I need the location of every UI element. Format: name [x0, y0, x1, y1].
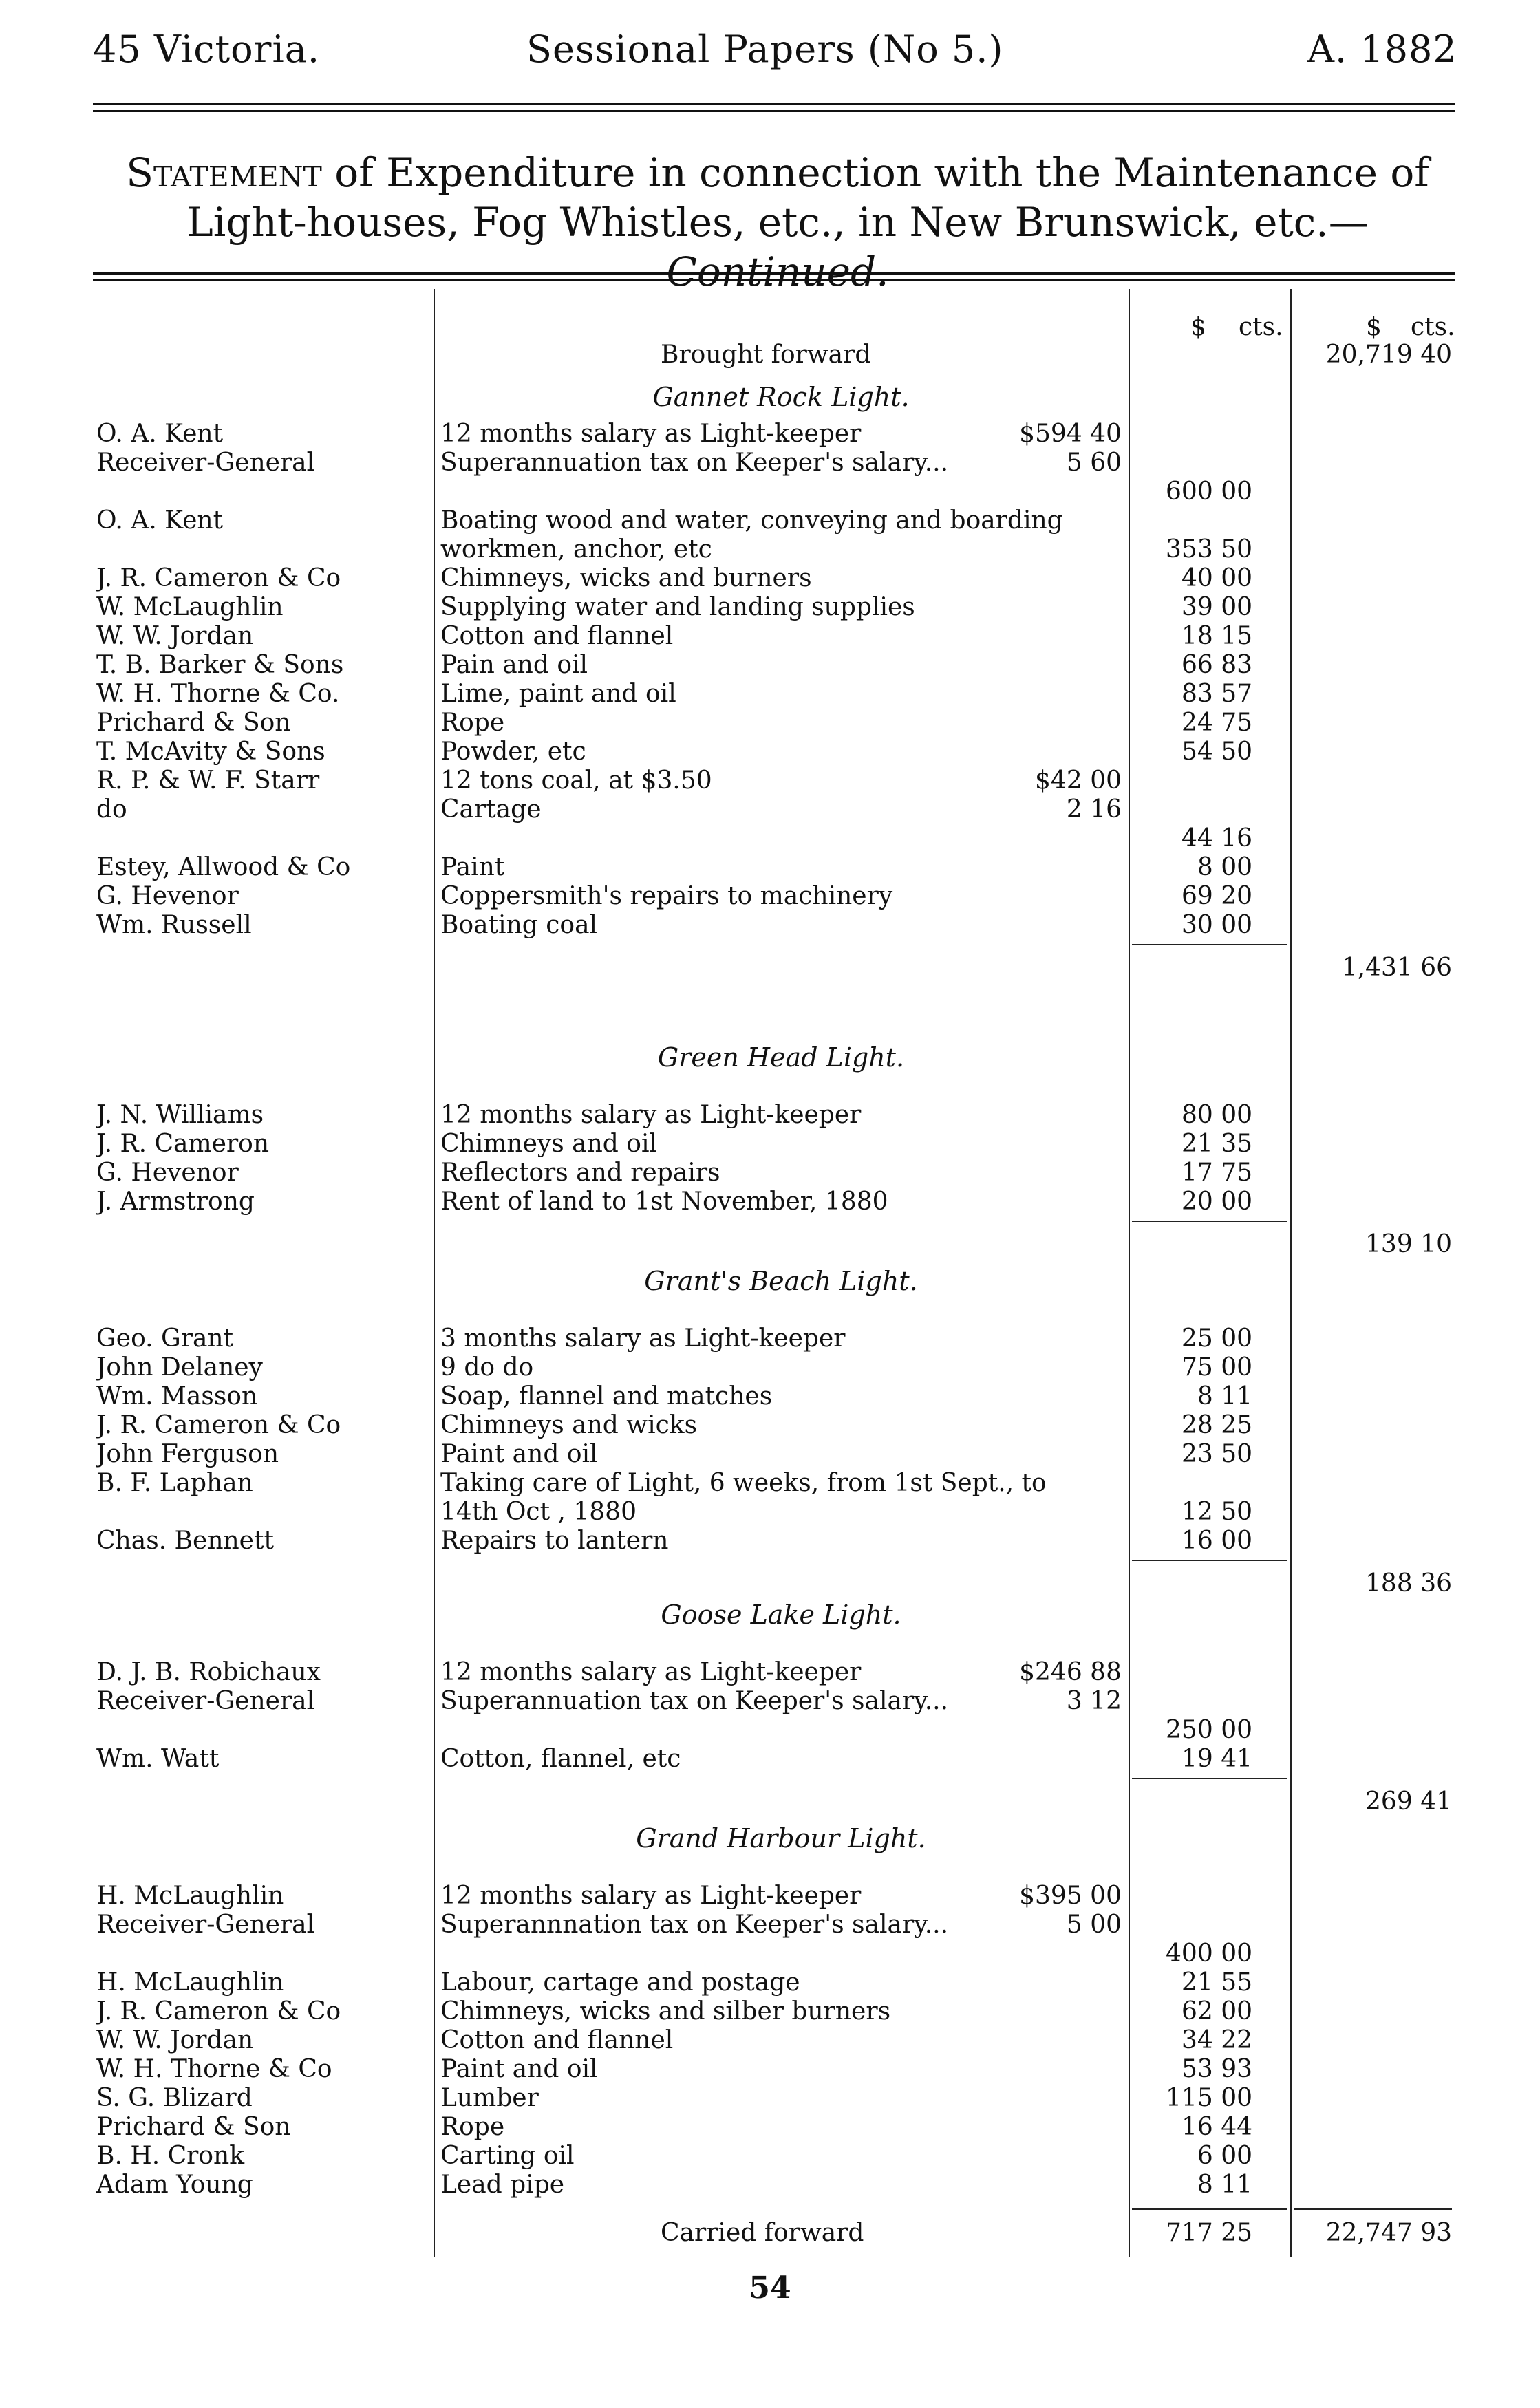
payee-name: B. F. Laphan	[96, 1469, 253, 1497]
payee-name: Prichard & Son	[96, 709, 291, 737]
item-description: Cotton, flannel, etc	[440, 1745, 681, 1773]
item-amount: 21 35	[1181, 1130, 1252, 1158]
payee-name: H. McLaughlin	[96, 1968, 284, 1997]
item-amount: 62 00	[1181, 1997, 1252, 2025]
section-total-rule	[1132, 1221, 1287, 1222]
item-description: 14th Oct , 1880	[440, 1498, 637, 1526]
payee-name: Estey, Allwood & Co	[96, 853, 351, 881]
item-amount: 18 15	[1181, 622, 1252, 650]
item-amount: 353 50	[1166, 535, 1252, 563]
col-dollar-2: $	[1366, 313, 1382, 341]
inner-amount: $594 40	[1019, 420, 1122, 448]
payee-name: do	[96, 795, 127, 824]
inner-amount: $395 00	[1019, 1882, 1122, 1910]
title-tail: Continued.	[666, 248, 889, 295]
item-description: Cartage	[440, 795, 542, 824]
item-amount: 53 93	[1181, 2055, 1252, 2083]
inner-amount: 5 60	[1066, 449, 1122, 477]
item-description: 12 tons coal, at $3.50	[440, 766, 712, 795]
item-description: Coppersmith's repairs to machinery	[440, 882, 893, 910]
item-description: Repairs to lantern	[440, 1527, 669, 1555]
payee-name: H. McLaughlin	[96, 1882, 284, 1910]
header-rule-2	[93, 110, 1455, 112]
item-amount: 600 00	[1166, 477, 1252, 506]
item-amount: 8 00	[1197, 853, 1252, 881]
item-amount: 115 00	[1166, 2084, 1252, 2112]
item-description: 12 months salary as Light-keeper	[440, 1882, 862, 1910]
green-heading: Green Head Light.	[657, 1042, 905, 1073]
payee-name: J. N. Williams	[96, 1101, 264, 1129]
payee-name: B. H. Cronk	[96, 2142, 245, 2170]
item-description: Powder, etc	[440, 738, 586, 766]
section-total-rule	[1132, 1560, 1287, 1561]
item-amount: 40 00	[1181, 564, 1252, 592]
item-amount: 39 00	[1181, 593, 1252, 621]
gannet-heading: Gannet Rock Light.	[652, 382, 910, 412]
page-number: 54	[749, 2270, 791, 2305]
payee-name: Wm. Masson	[96, 1382, 258, 1410]
payee-name: John Delaney	[96, 1353, 263, 1382]
col-rule-amount	[1290, 289, 1292, 2257]
payee-name: T. B. Barker & Sons	[96, 651, 344, 679]
payee-name: John Ferguson	[96, 1440, 279, 1468]
item-description: Boating wood and water, conveying and boarding	[440, 506, 1063, 535]
item-description: 12 months salary as Light-keeper	[440, 420, 862, 448]
payee-name: J. R. Cameron & Co	[96, 1411, 341, 1439]
table-top-rule	[93, 272, 1455, 275]
payee-name: Chas. Bennett	[96, 1527, 274, 1555]
item-description: Lead pipe	[440, 2171, 565, 2199]
col-dollar-1: $	[1190, 313, 1206, 341]
item-amount: 20 00	[1181, 1187, 1252, 1216]
item-description: Reflectors and repairs	[440, 1159, 720, 1187]
item-amount: 6 00	[1197, 2142, 1252, 2170]
item-amount: 8 11	[1197, 1382, 1252, 1410]
inner-amount: $42 00	[1035, 766, 1122, 795]
col-cents-1: cts.	[1239, 313, 1283, 341]
item-amount: 16 44	[1181, 2113, 1252, 2141]
section-total-rule	[1132, 944, 1287, 945]
col-cents-2: cts.	[1411, 313, 1455, 341]
payee-name: Receiver-General	[96, 1687, 315, 1715]
item-amount: 21 55	[1181, 1968, 1252, 1997]
item-amount: 17 75	[1181, 1159, 1252, 1187]
item-description: Chimneys and wicks	[440, 1411, 698, 1439]
item-amount: 25 00	[1181, 1324, 1252, 1353]
payee-name: J. R. Cameron & Co	[96, 564, 341, 592]
item-amount: 69 20	[1181, 882, 1252, 910]
header-year: A. 1882	[1307, 28, 1457, 71]
payee-name: Prichard & Son	[96, 2113, 291, 2141]
item-description: Paint	[440, 853, 505, 881]
payee-name: Wm. Russell	[96, 911, 252, 939]
item-description: Chimneys, wicks and burners	[440, 564, 812, 592]
item-description: Carting oil	[440, 2142, 575, 2170]
item-description: workmen, anchor, etc	[440, 535, 712, 563]
item-amount: 30 00	[1181, 911, 1252, 939]
item-description: Superannnation tax on Keeper's salary...	[440, 1911, 949, 1939]
item-description: Supplying water and landing supplies	[440, 593, 915, 621]
brought-forward-total: 20,719 40	[1325, 341, 1452, 369]
payee-name: Geo. Grant	[96, 1324, 234, 1353]
payee-name: Wm. Watt	[96, 1745, 220, 1773]
payee-name: S. G. Blizard	[96, 2084, 253, 2112]
item-description: Cotton and flannel	[440, 622, 674, 650]
carried-forward-total: 22,747 93	[1325, 2219, 1452, 2247]
inner-amount: 5 00	[1066, 1911, 1122, 1939]
item-description: Superannuation tax on Keeper's salary...	[440, 1687, 949, 1715]
item-description: Chimneys, wicks and silber burners	[440, 1997, 891, 2025]
item-description: 12 months salary as Light-keeper	[440, 1101, 862, 1129]
item-description: Paint and oil	[440, 2055, 598, 2083]
carried-forward-label: Carried forward	[661, 2219, 864, 2247]
item-amount: 44 16	[1181, 824, 1252, 852]
item-amount: 400 00	[1166, 1939, 1252, 1968]
header-session: 45 Victoria.	[93, 28, 321, 71]
payee-name: R. P. & W. F. Starr	[96, 766, 320, 795]
item-amount: 66 83	[1181, 651, 1252, 679]
item-description: Paint and oil	[440, 1440, 598, 1468]
item-description: Lumber	[440, 2084, 539, 2112]
inner-amount: 3 12	[1066, 1687, 1122, 1715]
payee-name: Adam Young	[96, 2171, 253, 2199]
title-text: of Expenditure in connection with the Maintenance of Light-houses, Fog Whistles, etc., in New Brunswick, etc.—	[186, 149, 1429, 246]
carried-rule-2	[1294, 2208, 1452, 2210]
header-rule	[93, 103, 1455, 105]
item-amount: 28 25	[1181, 1411, 1252, 1439]
header-papers: Sessional Papers (No 5.)	[526, 28, 1004, 71]
item-amount: 80 00	[1181, 1101, 1252, 1129]
gannet-total: 1,431 66	[1341, 954, 1452, 982]
title-lead: Statement	[126, 149, 322, 196]
item-amount: 16 00	[1181, 1527, 1252, 1555]
item-description: Boating coal	[440, 911, 598, 939]
payee-name: G. Hevenor	[96, 882, 239, 910]
grant-total: 188 36	[1365, 1569, 1452, 1598]
item-amount: 24 75	[1181, 709, 1252, 737]
item-description: Cotton and flannel	[440, 2026, 674, 2054]
item-amount: 34 22	[1181, 2026, 1252, 2054]
table-top-rule-2	[93, 279, 1455, 281]
item-amount: 23 50	[1181, 1440, 1252, 1468]
inner-amount: 2 16	[1066, 795, 1122, 824]
item-description: Rent of land to 1st November, 1880	[440, 1187, 888, 1216]
payee-name: T. McAvity & Sons	[96, 738, 325, 766]
carried-forward-subtotal: 717 25	[1166, 2219, 1252, 2247]
item-amount: 54 50	[1181, 738, 1252, 766]
item-description: Rope	[440, 709, 505, 737]
item-amount: 19 41	[1181, 1745, 1252, 1773]
payee-name: W. W. Jordan	[96, 2026, 254, 2054]
green-total: 139 10	[1365, 1230, 1452, 1258]
payee-name: D. J. B. Robichaux	[96, 1658, 321, 1686]
item-description: Lime, paint and oil	[440, 680, 676, 708]
carried-rule	[1132, 2208, 1287, 2210]
payee-name: G. Hevenor	[96, 1159, 239, 1187]
payee-name: Receiver-General	[96, 1911, 315, 1939]
payee-name: O. A. Kent	[96, 506, 224, 535]
item-description: Labour, cartage and postage	[440, 1968, 800, 1997]
item-amount: 12 50	[1181, 1498, 1252, 1526]
payee-name: J. R. Cameron	[96, 1130, 270, 1158]
payee-name: W. H. Thorne & Co	[96, 2055, 332, 2083]
inner-amount: $246 88	[1019, 1658, 1122, 1686]
item-description: 9 do do	[440, 1353, 534, 1382]
item-amount: 250 00	[1166, 1716, 1252, 1744]
item-amount: 75 00	[1181, 1353, 1252, 1382]
item-description: Chimneys and oil	[440, 1130, 657, 1158]
grant-heading: Grant's Beach Light.	[644, 1266, 918, 1296]
item-description: Pain and oil	[440, 651, 588, 679]
item-description: Rope	[440, 2113, 505, 2141]
item-description: Superannuation tax on Keeper's salary...	[440, 449, 949, 477]
grand-heading: Grand Harbour Light.	[636, 1823, 926, 1853]
payee-name: Receiver-General	[96, 449, 315, 477]
payee-name: W. McLaughlin	[96, 593, 284, 621]
col-rule-payee	[434, 289, 435, 2257]
brought-forward-label: Brought forward	[661, 341, 871, 369]
payee-name: W. H. Thorne & Co.	[96, 680, 340, 708]
item-description: 3 months salary as Light-keeper	[440, 1324, 846, 1353]
item-description: Soap, flannel and matches	[440, 1382, 773, 1410]
item-amount: 83 57	[1181, 680, 1252, 708]
item-amount: 8 11	[1197, 2171, 1252, 2199]
payee-name: W. W. Jordan	[96, 622, 254, 650]
item-description: 12 months salary as Light-keeper	[440, 1658, 862, 1686]
item-description: Taking care of Light, 6 weeks, from 1st Sept., to	[440, 1469, 1047, 1497]
section-total-rule	[1132, 1778, 1287, 1779]
goose-heading: Goose Lake Light.	[661, 1600, 901, 1630]
goose-total: 269 41	[1365, 1787, 1452, 1816]
payee-name: O. A. Kent	[96, 420, 224, 448]
payee-name: J. Armstrong	[96, 1187, 255, 1216]
payee-name: J. R. Cameron & Co	[96, 1997, 341, 2025]
